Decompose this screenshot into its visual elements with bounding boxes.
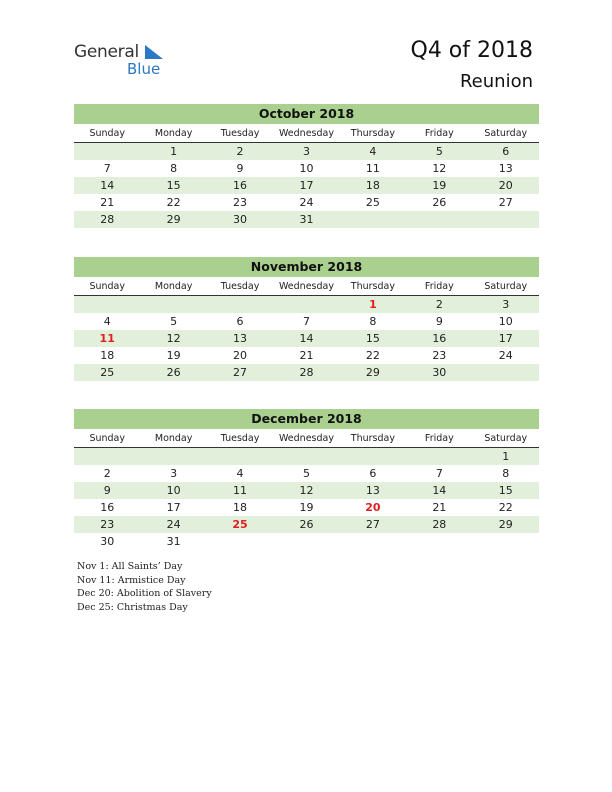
weekday-label: Monday	[154, 128, 193, 139]
date-cell: 26	[166, 366, 181, 379]
week-row	[74, 448, 539, 465]
date-cell: 5	[302, 467, 310, 480]
date-cell: 7	[103, 162, 111, 175]
date-cell: 19	[166, 349, 181, 362]
week-row	[74, 211, 539, 228]
date-cell: 1	[170, 145, 178, 158]
week-row	[74, 177, 539, 194]
week-row	[74, 482, 539, 499]
date-cell: 10	[299, 162, 314, 175]
date-cell: 14	[299, 332, 314, 345]
weekday-label: Sunday	[89, 281, 125, 292]
date-cell	[140, 296, 206, 313]
date-cell	[406, 533, 472, 550]
week-row	[74, 499, 539, 516]
weekday-label: Wednesday	[278, 281, 334, 292]
date-cell: 24	[299, 196, 314, 209]
date-cell: 23	[100, 518, 115, 531]
date-cell	[140, 448, 206, 465]
date-cell: 21	[100, 196, 115, 209]
date-cell: 9	[103, 484, 111, 497]
country-name: Reunion	[459, 71, 533, 92]
week-row	[74, 533, 539, 550]
holiday-notes	[77, 560, 212, 614]
week-row	[74, 330, 539, 347]
week-row	[74, 347, 539, 364]
date-cell: 9	[236, 162, 244, 175]
holiday-date-cell: 25	[232, 518, 248, 531]
date-cell: 16	[100, 501, 115, 514]
date-cell: 25	[100, 366, 115, 379]
date-cell: 19	[432, 179, 447, 192]
date-cell: 2	[236, 145, 244, 158]
date-cell: 24	[498, 349, 513, 362]
date-cell: 30	[432, 366, 447, 379]
holiday-note: Nov 1: All Saints’ Day	[77, 561, 183, 572]
date-cell: 20	[498, 179, 513, 192]
date-cell: 11	[365, 162, 380, 175]
date-cell: 2	[103, 467, 111, 480]
date-cell: 18	[233, 501, 248, 514]
date-cell: 5	[170, 315, 178, 328]
holiday-note: Dec 25: Christmas Day	[77, 601, 188, 613]
date-cell	[273, 448, 339, 465]
date-cell	[473, 211, 539, 228]
date-cell: 15	[166, 179, 181, 192]
date-cell: 31	[299, 213, 314, 226]
date-cell: 29	[166, 213, 181, 226]
date-cell: 23	[233, 196, 248, 209]
date-cell	[74, 448, 140, 465]
weekday-label: Friday	[424, 128, 454, 139]
date-cell: 28	[432, 518, 447, 531]
date-cell	[340, 448, 406, 465]
date-cell: 2	[435, 298, 443, 311]
weekday-label: Sunday	[89, 128, 125, 139]
date-cell: 6	[236, 315, 244, 328]
date-cell: 1	[502, 450, 510, 463]
month-title: November 2018	[74, 257, 539, 279]
month-calendar	[74, 257, 539, 381]
date-cell: 21	[432, 501, 447, 514]
week-row	[74, 364, 539, 381]
date-cell: 14	[432, 484, 447, 497]
date-cell: 3	[170, 467, 178, 480]
date-cell: 17	[166, 501, 181, 514]
holiday-date-cell: 11	[99, 332, 115, 345]
weekday-label: Thursday	[350, 281, 395, 292]
date-cell: 14	[100, 179, 115, 192]
date-cell: 4	[236, 467, 244, 480]
date-cell: 8	[502, 467, 510, 480]
date-cell	[74, 296, 140, 313]
date-cell	[340, 211, 406, 228]
date-cell: 11	[233, 484, 248, 497]
date-cell: 13	[365, 484, 380, 497]
weekday-label: Tuesday	[220, 433, 260, 444]
weekday-header-row	[74, 126, 539, 143]
date-cell: 12	[432, 162, 447, 175]
date-cell: 31	[166, 535, 181, 548]
date-cell: 28	[100, 213, 115, 226]
date-cell: 17	[299, 179, 314, 192]
date-cell: 27	[498, 196, 513, 209]
week-row	[74, 160, 539, 177]
date-cell: 30	[233, 213, 248, 226]
weekday-label: Saturday	[484, 281, 528, 292]
date-cell: 22	[166, 196, 181, 209]
date-cell: 5	[435, 145, 443, 158]
date-cell: 7	[302, 315, 310, 328]
date-cell: 3	[502, 298, 510, 311]
date-cell: 24	[166, 518, 181, 531]
holiday-note: Nov 11: Armistice Day	[77, 574, 186, 586]
weekday-label: Friday	[424, 281, 454, 292]
date-cell	[207, 296, 273, 313]
date-cell: 8	[170, 162, 178, 175]
date-cell: 27	[233, 366, 248, 379]
date-cell: 27	[365, 518, 380, 531]
week-row	[74, 313, 539, 330]
date-cell: 6	[369, 467, 377, 480]
weekday-header-row	[74, 279, 539, 296]
week-row	[74, 194, 539, 211]
date-cell: 12	[299, 484, 314, 497]
month-calendar	[74, 409, 539, 550]
date-cell: 25	[365, 196, 380, 209]
date-cell: 23	[432, 349, 447, 362]
date-cell: 9	[435, 315, 443, 328]
date-cell: 20	[233, 349, 248, 362]
date-cell	[273, 296, 339, 313]
holiday-date-cell: 1	[369, 298, 377, 311]
date-cell	[340, 533, 406, 550]
date-cell: 28	[299, 366, 314, 379]
date-cell: 26	[432, 196, 447, 209]
logo-word-general: General	[74, 42, 139, 62]
week-row	[74, 516, 539, 533]
date-cell: 21	[299, 349, 314, 362]
weekday-label: Monday	[154, 281, 193, 292]
date-cell: 8	[369, 315, 377, 328]
weekday-label: Tuesday	[220, 128, 260, 139]
date-cell: 22	[498, 501, 513, 514]
weekday-label: Thursday	[350, 433, 395, 444]
week-row	[74, 465, 539, 482]
date-cell: 12	[166, 332, 181, 345]
weekday-label: Friday	[424, 433, 454, 444]
date-cell: 26	[299, 518, 314, 531]
date-cell	[473, 533, 539, 550]
date-cell: 7	[435, 467, 443, 480]
week-row	[74, 143, 539, 160]
date-cell: 18	[100, 349, 115, 362]
date-cell: 10	[166, 484, 181, 497]
page-title: Q4 of 2018	[410, 38, 533, 63]
weekday-label: Tuesday	[220, 281, 260, 292]
generalblue-logo	[74, 42, 174, 78]
date-cell: 16	[432, 332, 447, 345]
date-cell	[406, 448, 472, 465]
weekday-label: Sunday	[89, 433, 125, 444]
date-cell: 3	[302, 145, 310, 158]
date-cell	[473, 364, 539, 381]
weekday-label: Wednesday	[278, 433, 334, 444]
weekday-label: Monday	[154, 433, 193, 444]
holiday-date-cell: 20	[365, 501, 381, 514]
date-cell: 4	[103, 315, 111, 328]
month-title: October 2018	[74, 104, 539, 126]
date-cell: 13	[233, 332, 248, 345]
date-cell: 13	[498, 162, 513, 175]
weekday-label: Wednesday	[278, 128, 334, 139]
date-cell	[406, 211, 472, 228]
date-cell: 6	[502, 145, 510, 158]
month-calendar	[74, 104, 539, 228]
date-cell	[273, 533, 339, 550]
weekday-header-row	[74, 431, 539, 448]
date-cell: 18	[365, 179, 380, 192]
logo-word-blue: Blue	[127, 60, 161, 78]
date-cell	[207, 448, 273, 465]
date-cell: 4	[369, 145, 377, 158]
date-cell	[207, 533, 273, 550]
date-cell: 30	[100, 535, 115, 548]
date-cell: 22	[365, 349, 380, 362]
date-cell: 29	[365, 366, 380, 379]
date-cell: 15	[498, 484, 513, 497]
date-cell: 17	[498, 332, 513, 345]
holiday-note: Dec 20: Abolition of Slavery	[77, 588, 212, 599]
weekday-label: Saturday	[484, 128, 528, 139]
week-row	[74, 296, 539, 313]
date-cell: 15	[365, 332, 380, 345]
date-cell: 19	[299, 501, 314, 514]
date-cell	[74, 143, 140, 160]
date-cell: 29	[498, 518, 513, 531]
date-cell: 10	[498, 315, 513, 328]
weekday-label: Thursday	[350, 128, 395, 139]
logo-triangle-icon	[143, 45, 163, 61]
weekday-label: Saturday	[484, 433, 528, 444]
month-title: December 2018	[74, 409, 539, 431]
date-cell: 16	[233, 179, 248, 192]
